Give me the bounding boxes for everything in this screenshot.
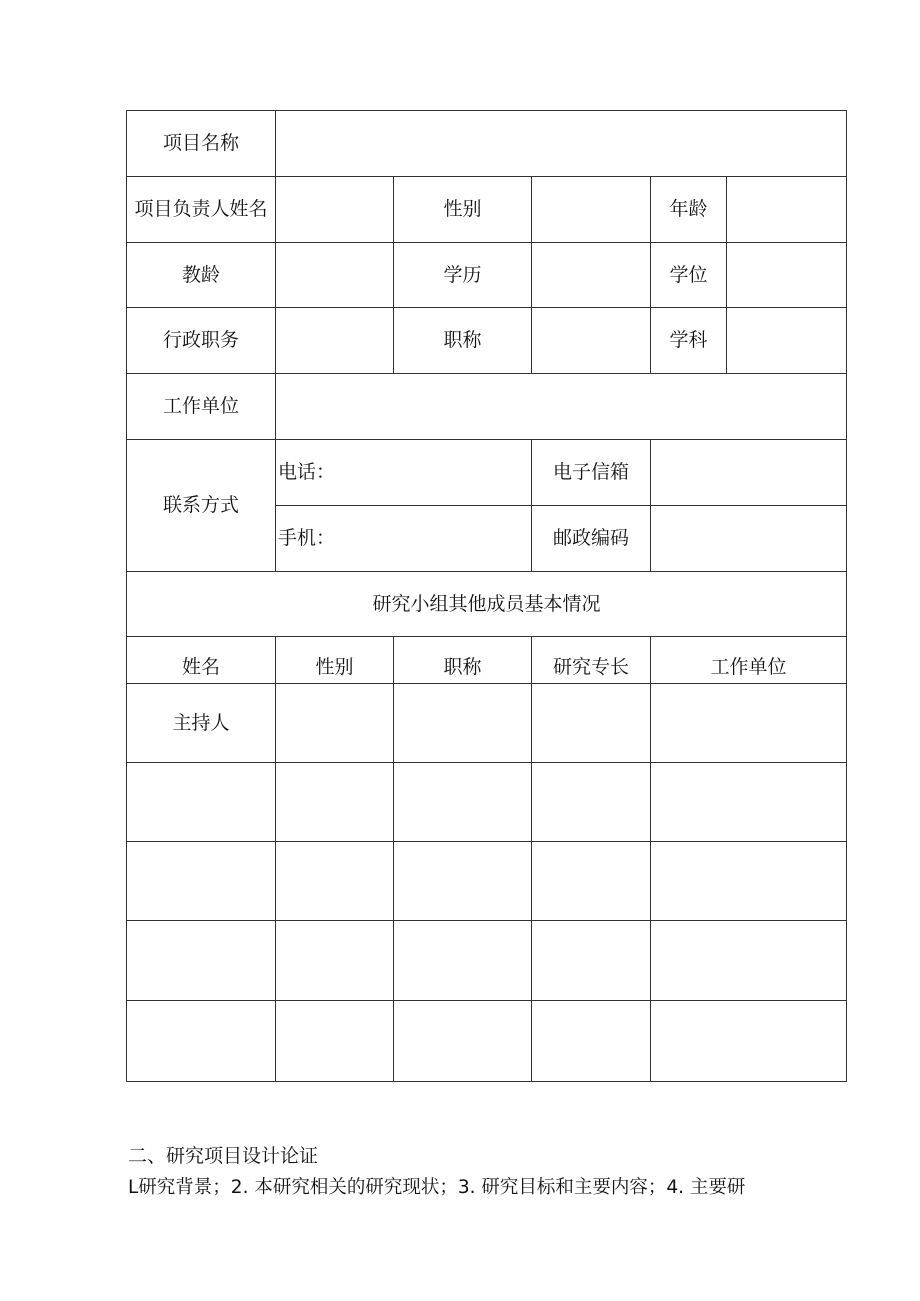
phone-field[interactable]: 电话： xyxy=(278,461,336,483)
leader-name-label: 项目负责人姓名 xyxy=(134,198,268,220)
mobile-field[interactable]: 手机： xyxy=(278,527,336,549)
member-cell[interactable] xyxy=(532,1001,650,1081)
degree-label: 学位 xyxy=(669,263,708,286)
member-cell[interactable] xyxy=(532,684,650,762)
postcode-input[interactable] xyxy=(651,506,846,571)
education-input[interactable] xyxy=(532,243,650,307)
member-cell[interactable] xyxy=(394,763,531,841)
header-gender: 性别 xyxy=(315,655,354,678)
member-cell[interactable] xyxy=(651,763,846,841)
member-cell[interactable] xyxy=(276,1001,393,1081)
table-border xyxy=(846,110,847,1082)
member-cell[interactable] xyxy=(127,763,275,841)
header-specialty: 研究专长 xyxy=(552,655,629,678)
host-label: 主持人 xyxy=(172,711,230,734)
email-input[interactable] xyxy=(651,440,846,505)
table-border xyxy=(126,1081,847,1082)
contact-label: 联系方式 xyxy=(162,494,239,516)
title-input[interactable] xyxy=(532,308,650,373)
project-name-label: 项目名称 xyxy=(162,132,239,154)
header-title: 职称 xyxy=(443,655,482,678)
member-cell[interactable] xyxy=(394,684,531,762)
member-cell[interactable] xyxy=(532,842,650,920)
degree-input[interactable] xyxy=(727,243,846,307)
age-label: 年龄 xyxy=(669,198,708,220)
member-cell[interactable] xyxy=(651,684,846,762)
header-work-unit: 工作单位 xyxy=(710,655,787,678)
teaching-years-input[interactable] xyxy=(276,243,393,307)
teaching-years-label: 教龄 xyxy=(181,263,220,286)
member-cell[interactable] xyxy=(276,763,393,841)
member-cell[interactable] xyxy=(276,921,393,1000)
member-cell[interactable] xyxy=(394,921,531,1000)
table-rule xyxy=(126,636,847,637)
member-cell[interactable] xyxy=(127,842,275,920)
section-2-text: L研究背景；2. 本研究相关的研究现状；3. 研究目标和主要内容；4. 主要研 xyxy=(128,1177,746,1198)
work-unit-input[interactable] xyxy=(276,374,846,439)
header-name: 姓名 xyxy=(181,655,220,678)
leader-name-input[interactable] xyxy=(276,177,393,242)
subject-input[interactable] xyxy=(727,308,846,373)
member-cell[interactable] xyxy=(651,842,846,920)
admin-post-label: 行政职务 xyxy=(162,329,239,351)
gender-label: 性别 xyxy=(443,198,482,220)
member-cell[interactable] xyxy=(394,842,531,920)
member-cell[interactable] xyxy=(127,921,275,1000)
work-unit-label: 工作单位 xyxy=(162,395,239,417)
subject-label: 学科 xyxy=(669,329,708,351)
member-cell[interactable] xyxy=(532,763,650,841)
section-2-heading: 二、研究项目设计论证 xyxy=(128,1145,319,1167)
postcode-label: 邮政编码 xyxy=(552,527,629,549)
email-label: 电子信箱 xyxy=(552,461,629,483)
member-cell[interactable] xyxy=(394,1001,531,1081)
member-cell[interactable] xyxy=(276,684,393,762)
member-cell[interactable] xyxy=(127,1001,275,1081)
member-cell[interactable] xyxy=(651,921,846,1000)
age-input[interactable] xyxy=(727,177,846,242)
admin-post-input[interactable] xyxy=(276,308,393,373)
member-cell[interactable] xyxy=(276,842,393,920)
education-label: 学历 xyxy=(443,263,482,286)
member-cell[interactable] xyxy=(532,921,650,1000)
gender-input[interactable] xyxy=(532,177,650,242)
title-label: 职称 xyxy=(443,329,482,351)
member-cell[interactable] xyxy=(651,1001,846,1081)
project-name-input[interactable] xyxy=(276,111,846,176)
members-section-title: 研究小组其他成员基本情况 xyxy=(372,592,601,615)
